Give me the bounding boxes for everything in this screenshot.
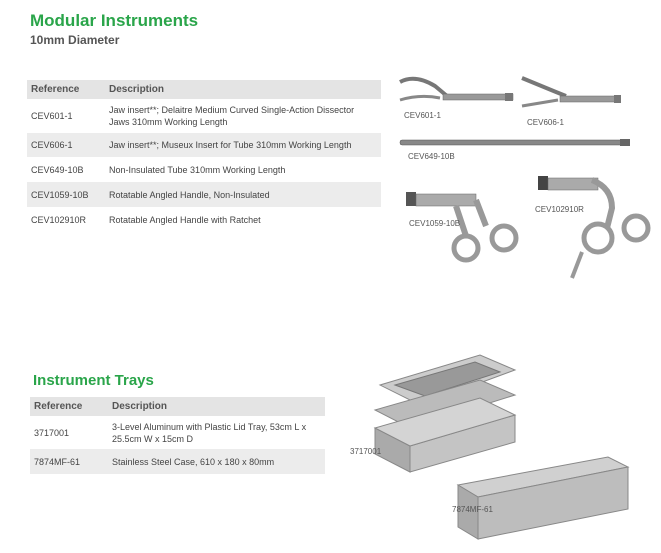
row-description: Non-Insulated Tube 310mm Working Length <box>109 164 286 175</box>
image-label-3717001: 3717001 <box>350 447 382 456</box>
tube-image <box>398 136 634 150</box>
modular-instruments-table <box>27 80 381 232</box>
image-label-7874mf: 7874MF-61 <box>452 505 493 514</box>
image-label-cev601: CEV601-1 <box>404 111 441 120</box>
column-header-reference: Reference <box>31 84 80 95</box>
row-description: 3-Level Aluminum with Plastic Lid Tray, 53cm L x 25.5cm W x 15cm D <box>112 421 307 444</box>
row-description: Rotatable Angled Handle, Non-Insulated <box>109 189 270 200</box>
table-header-row <box>30 397 325 416</box>
ratchet-handle-image <box>532 168 654 286</box>
stainless-case-image <box>448 455 633 543</box>
row-description: Jaw insert**; Delaitre Medium Curved Single-Action Dissector Jaws 310mm Working Length <box>109 105 355 127</box>
row-reference: 7874MF-61 <box>34 456 81 467</box>
museux-jaw-image <box>516 72 626 122</box>
table-row <box>27 207 381 232</box>
row-description: Jaw insert**; Museux Insert for Tube 310mm Working Length <box>109 140 352 150</box>
row-reference: CEV606-1 <box>31 140 73 150</box>
image-label-cev606: CEV606-1 <box>527 118 564 127</box>
section-title-instrument-trays: Instrument Trays <box>33 372 154 389</box>
row-reference: CEV102910R <box>31 214 87 225</box>
row-reference: CEV649-10B <box>31 164 84 175</box>
table-row <box>30 416 325 449</box>
row-reference: CEV1059-10B <box>31 189 89 200</box>
table-row <box>27 157 381 182</box>
image-label-cev649: CEV649-10B <box>408 152 455 161</box>
instrument-trays-table <box>30 397 325 474</box>
section-subtitle-diameter: 10mm Diameter <box>30 33 120 47</box>
table-row <box>30 449 325 474</box>
row-reference: 3717001 <box>34 427 70 438</box>
row-description: Stainless Steel Case, 610 x 180 x 80mm <box>112 456 275 467</box>
table-row <box>27 133 381 157</box>
table-row <box>27 182 381 207</box>
row-description: Rotatable Angled Handle with Ratchet <box>109 214 261 225</box>
table-row <box>27 99 381 133</box>
column-header-description: Description <box>109 84 165 95</box>
row-reference: CEV601-1 <box>31 111 73 121</box>
table-header-row <box>27 80 381 99</box>
section-title-modular-instruments: Modular Instruments <box>30 11 199 30</box>
image-label-cev1059: CEV1059-10B <box>409 219 461 228</box>
column-header-description: Description <box>112 401 168 412</box>
column-header-reference: Reference <box>34 401 83 412</box>
image-label-cev102910r: CEV102910R <box>535 205 584 214</box>
